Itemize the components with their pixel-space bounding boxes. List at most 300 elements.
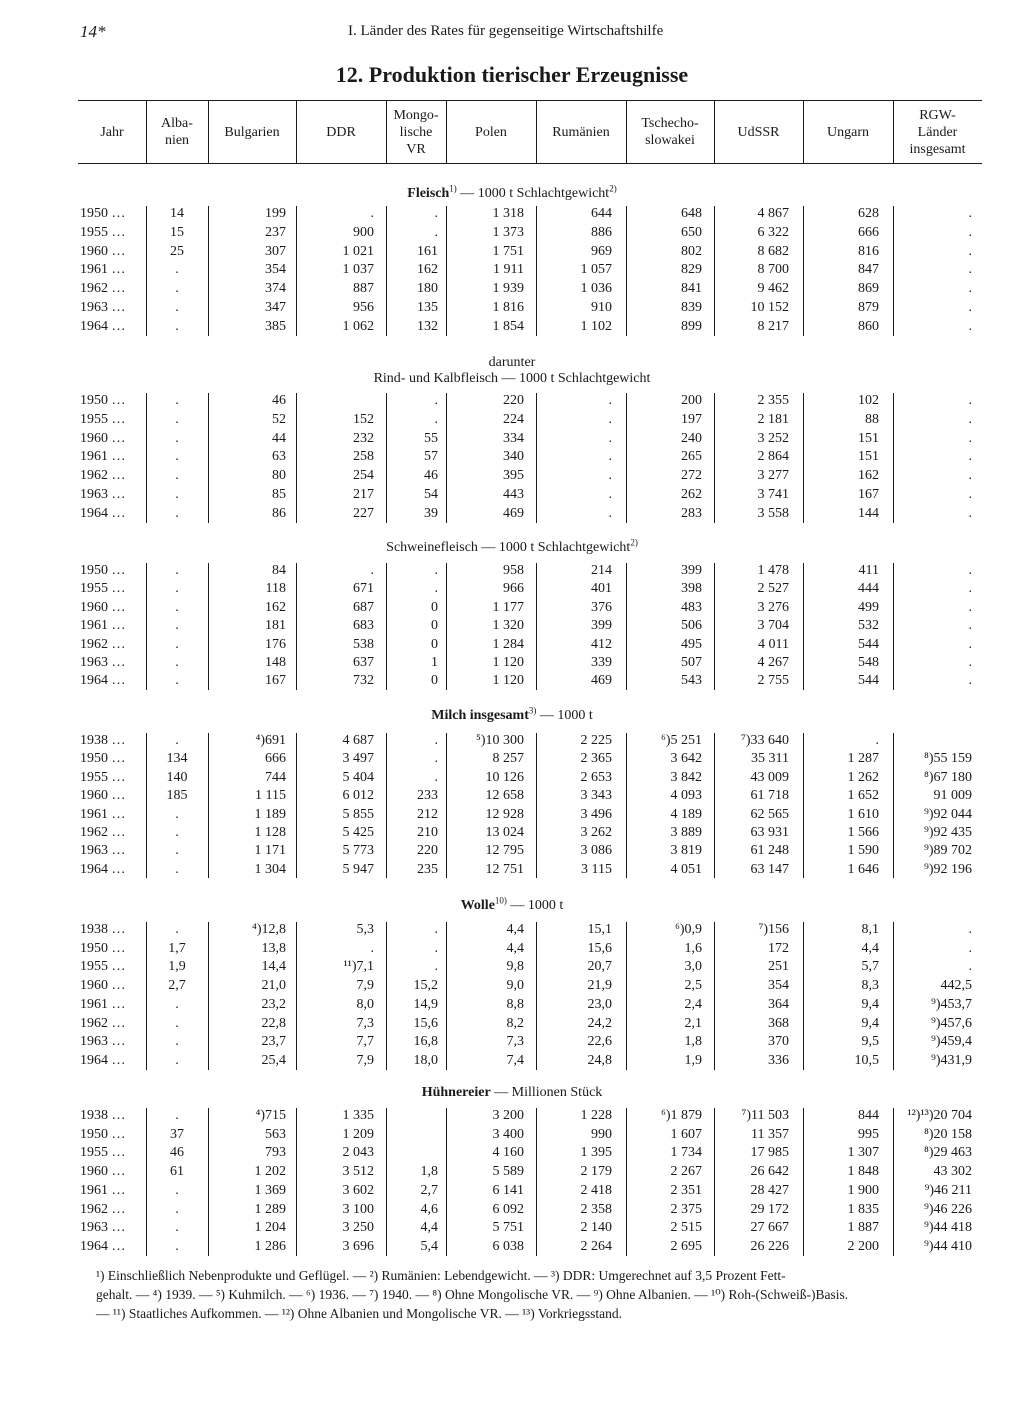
cell-tschechoslowakei: 839	[681, 300, 702, 315]
cell-ddr: 687	[353, 599, 374, 615]
footnote-line: ¹) Einschließlich Nebenprodukte und Geflügel. — ²) Rumänien: Lebendgewicht. — ³) DDR: Umgerechnet auf 3,5 Prozent Fett-	[96, 1268, 786, 1283]
cell-udssr: 26 642	[750, 1164, 789, 1180]
cell-rumaenien: 15,6	[587, 940, 612, 956]
cell-bulgarien: 162	[265, 599, 286, 615]
cell-albanien: .	[175, 505, 179, 521]
cell-albanien: 46	[170, 1145, 184, 1161]
cell-ddr: 671	[353, 581, 374, 597]
cell-polen: 966	[503, 581, 524, 597]
cell-albanien: .	[175, 843, 179, 859]
cell-mongolei: .	[434, 411, 438, 427]
cell-bulgarien: 1 128	[254, 825, 286, 840]
cell-bulgarien: 793	[265, 1145, 286, 1161]
cell-udssr: 336	[768, 1052, 789, 1068]
cell-ddr: 1 335	[342, 1108, 374, 1123]
column-divider	[626, 1108, 627, 1256]
cell-mongolei: 14,9	[413, 996, 438, 1012]
row-year: 1960 …	[80, 243, 126, 259]
cell-mongolei: .	[434, 563, 438, 578]
cell-bulgarien: 13,8	[261, 940, 286, 956]
cell-polen: 7,3	[506, 1034, 524, 1050]
column-divider	[714, 733, 715, 878]
cell-tschechoslowakei: 543	[681, 673, 702, 689]
cell-bulgarien: 167	[265, 673, 286, 689]
column-divider	[803, 563, 804, 690]
cell-rumaenien: 24,8	[587, 1052, 612, 1068]
cell-bulgarien: 23,2	[261, 996, 286, 1012]
row-year: 1955 …	[80, 769, 126, 785]
cell-mongolei: 2,7	[420, 1182, 438, 1198]
cell-udssr: 3 704	[757, 618, 789, 634]
cell-rumaenien: 399	[591, 618, 612, 634]
cell-udssr: 2 355	[757, 393, 789, 408]
cell-ungarn: 1 646	[847, 861, 879, 877]
cell-ddr: 152	[353, 411, 374, 427]
cell-rgw: ⁸)29 463	[923, 1145, 972, 1161]
cell-ddr: 7,9	[356, 978, 374, 994]
row-year: 1962 …	[80, 281, 126, 297]
cell-ungarn: 548	[858, 655, 879, 670]
cell-albanien: .	[175, 468, 179, 484]
cell-bulgarien: 14,4	[261, 959, 286, 975]
cell-ddr: 258	[353, 449, 374, 465]
column-divider	[893, 393, 894, 523]
row-year: 1964 …	[80, 1238, 126, 1254]
footnote-line: gehalt. — ⁴) 1939. — ⁵) Kuhmilch. — ⁶) 1936. — ⁷) 1940. — ⁸) Ohne Mongolische VR. — ⁹) Ohne Albanien. — ¹⁰) Roh-(Schweiß-)Basis.	[96, 1287, 849, 1302]
column-header-mongolei: Mongo- lische VR	[393, 107, 439, 157]
cell-udssr: 63 147	[750, 861, 789, 877]
footnote-line: — ¹¹) Staatliches Aufkommen. — ¹²) Ohne Albanien und Mongolische VR. — ¹³) Vorkriegsstand.	[96, 1306, 622, 1321]
cell-mongolei: 212	[417, 806, 438, 822]
cell-mongolei: 162	[417, 262, 438, 278]
cell-mongolei	[386, 1106, 438, 1125]
cell-rumaenien: 3 086	[580, 843, 612, 859]
cell-mongolei: 233	[417, 788, 438, 804]
cell-rumaenien: 910	[591, 300, 612, 315]
footnote-ref: 1)	[449, 183, 457, 194]
cell-rumaenien: .	[608, 393, 612, 408]
row-year: 1961 …	[80, 618, 126, 634]
cell-bulgarien: 80	[272, 468, 286, 484]
cell-tschechoslowakei: 399	[681, 563, 702, 578]
column-divider	[386, 101, 387, 163]
section-title-text: Schweinefleisch — 1000 t Schlachtgewicht	[386, 540, 631, 555]
cell-mongolei: 55	[424, 430, 438, 446]
cell-tschechoslowakei: 3,0	[684, 959, 702, 975]
row-year: 1955 …	[80, 411, 126, 427]
cell-mongolei: 16,8	[413, 1034, 438, 1050]
cell-albanien: .	[175, 996, 179, 1012]
cell-ddr: 1 062	[342, 318, 374, 334]
row-year: 1960 …	[80, 599, 126, 615]
cell-polen: 1 120	[492, 673, 524, 689]
cell-tschechoslowakei: 4 093	[670, 788, 702, 804]
cell-rumaenien: 2 653	[580, 769, 612, 785]
column-header-rgw: RGW- Länder insgesamt	[909, 107, 966, 157]
cell-rgw: ⁹)44 418	[923, 1220, 972, 1236]
cell-ddr: 3 250	[342, 1220, 374, 1236]
cell-polen: 8,8	[506, 996, 524, 1012]
cell-rgw: .	[968, 563, 972, 578]
cell-bulgarien: 563	[265, 1126, 286, 1142]
cell-ddr: 7,9	[356, 1052, 374, 1068]
footnote-ref: 3)	[528, 705, 537, 716]
cell-polen: 4,4	[506, 940, 524, 956]
cell-tschechoslowakei: ⁶)5 251	[660, 733, 702, 748]
cell-ungarn: 167	[858, 487, 879, 502]
cell-mongolei	[386, 1143, 438, 1162]
cell-rumaenien: 2 140	[580, 1220, 612, 1236]
column-divider	[296, 101, 297, 163]
cell-albanien: .	[175, 487, 179, 502]
cell-albanien: 14	[170, 206, 184, 221]
section-title-text: Rind- und Kalbfleisch — 1000 t Schlachtgewicht	[373, 371, 651, 386]
row-year: 1960 …	[80, 978, 126, 994]
cell-bulgarien: 1 204	[254, 1220, 286, 1236]
cell-rumaenien: 412	[591, 636, 612, 652]
cell-ddr: 5 425	[342, 825, 374, 840]
cell-mongolei: .	[434, 206, 438, 221]
cell-bulgarien: 46	[272, 393, 286, 408]
column-header-ddr: DDR	[326, 124, 356, 140]
cell-ungarn: 1 835	[847, 1201, 879, 1217]
cell-udssr: 62 565	[750, 806, 789, 822]
cell-rgw: 442,5	[940, 978, 972, 994]
cell-mongolei: 180	[417, 281, 438, 297]
cell-rumaenien: 2 179	[580, 1164, 612, 1180]
row-year: 1950 …	[80, 393, 126, 408]
cell-rumaenien: 3 343	[580, 788, 612, 804]
cell-ungarn: 1 590	[847, 843, 879, 859]
cell-polen: 1 816	[492, 300, 524, 315]
cell-ungarn: 816	[858, 243, 879, 259]
cell-ungarn: 847	[858, 262, 879, 278]
cell-ungarn: 10,5	[854, 1052, 879, 1068]
cell-polen: 1 854	[492, 318, 524, 334]
cell-tschechoslowakei: 1,9	[684, 1052, 702, 1068]
cell-udssr: 4 867	[757, 206, 789, 221]
cell-mongolei: 18,0	[413, 1052, 438, 1068]
cell-ungarn: 8,1	[861, 922, 879, 937]
cell-tschechoslowakei: 2 695	[670, 1238, 702, 1254]
cell-udssr: 368	[768, 1015, 789, 1031]
column-divider	[626, 393, 627, 523]
column-divider	[146, 206, 147, 336]
cell-ungarn: 444	[858, 581, 879, 597]
cell-ddr: 5 773	[342, 843, 374, 859]
cell-polen: 8,2	[506, 1015, 524, 1031]
cell-mongolei: 15,6	[413, 1015, 438, 1031]
cell-rgw: .	[968, 206, 972, 221]
cell-ddr: 227	[353, 505, 374, 521]
cell-albanien: .	[175, 281, 179, 297]
cell-polen: 1 318	[492, 206, 524, 221]
cell-ungarn: 102	[858, 393, 879, 408]
cell-udssr: 2 181	[757, 411, 789, 427]
cell-tschechoslowakei: ⁶)0,9	[674, 922, 702, 937]
cell-tschechoslowakei: 2 515	[670, 1220, 702, 1236]
cell-albanien: .	[175, 599, 179, 615]
column-divider	[146, 733, 147, 878]
cell-albanien: .	[175, 563, 179, 578]
cell-mongolei: .	[434, 224, 438, 240]
section-title	[0, 537, 1024, 556]
column-divider	[208, 922, 209, 1070]
cell-udssr: ⁷)33 640	[740, 733, 789, 748]
cell-mongolei: 210	[417, 825, 438, 840]
row-year: 1963 …	[80, 487, 126, 502]
column-divider	[146, 563, 147, 690]
cell-albanien: .	[175, 673, 179, 689]
cell-rumaenien: 401	[591, 581, 612, 597]
cell-tschechoslowakei: 240	[681, 430, 702, 446]
cell-rumaenien: 2 225	[580, 733, 612, 748]
cell-mongolei: 0	[431, 636, 438, 652]
cell-bulgarien: 52	[272, 411, 286, 427]
cell-mongolei: 5,4	[420, 1238, 438, 1254]
cell-tschechoslowakei: 507	[681, 655, 702, 670]
section-title	[0, 1085, 1024, 1101]
cell-bulgarien: 354	[265, 262, 286, 278]
cell-bulgarien: 23,7	[261, 1034, 286, 1050]
cell-udssr: 3 558	[757, 505, 789, 521]
cell-tschechoslowakei: 1,8	[684, 1034, 702, 1050]
cell-tschechoslowakei: 1 607	[670, 1126, 702, 1142]
cell-albanien: .	[175, 1182, 179, 1198]
cell-tschechoslowakei: 802	[681, 243, 702, 259]
cell-rgw: .	[968, 449, 972, 465]
column-divider	[536, 563, 537, 690]
cell-polen: 958	[503, 563, 524, 578]
cell-rgw: ⁹)44 410	[923, 1238, 972, 1254]
cell-rumaenien: 2 418	[580, 1182, 612, 1198]
row-year: 1961 …	[80, 262, 126, 278]
cell-mongolei: 0	[431, 673, 438, 689]
column-divider	[386, 563, 387, 690]
column-divider	[536, 101, 537, 163]
cell-mongolei: 0	[431, 599, 438, 615]
cell-udssr: ⁷)156	[758, 922, 789, 937]
column-divider	[296, 563, 297, 690]
column-divider	[208, 563, 209, 690]
row-year: 1962 …	[80, 1201, 126, 1217]
column-header-polen: Polen	[475, 124, 507, 140]
cell-polen: 7,4	[506, 1052, 524, 1068]
cell-polen: 1 939	[492, 281, 524, 297]
cell-ddr: 1 021	[342, 243, 374, 259]
cell-bulgarien: 85	[272, 487, 286, 502]
cell-udssr: 364	[768, 996, 789, 1012]
cell-albanien: .	[175, 1220, 179, 1236]
cell-bulgarien: 1 304	[254, 861, 286, 877]
row-year: 1955 …	[80, 959, 126, 975]
cell-ungarn: 1 566	[847, 825, 879, 840]
column-divider	[803, 393, 804, 523]
cell-rumaenien: 886	[591, 224, 612, 240]
column-divider	[208, 206, 209, 336]
cell-udssr: 17 985	[750, 1145, 789, 1161]
section-title	[0, 371, 1024, 387]
cell-rgw: .	[968, 655, 972, 670]
cell-udssr: 10 152	[750, 300, 789, 315]
cell-mongolei: 135	[417, 300, 438, 315]
cell-udssr: 9 462	[757, 281, 789, 297]
cell-rumaenien: .	[608, 430, 612, 446]
cell-rumaenien: .	[608, 505, 612, 521]
cell-polen: 469	[503, 505, 524, 521]
column-divider	[893, 922, 894, 1070]
cell-udssr: 3 276	[757, 599, 789, 615]
row-year: 1964 …	[80, 318, 126, 334]
cell-polen: 5 589	[492, 1164, 524, 1180]
column-divider	[296, 206, 297, 336]
cell-ungarn: 1 262	[847, 769, 879, 785]
column-header-jahr: Jahr	[100, 124, 124, 140]
column-divider	[208, 101, 209, 163]
cell-udssr: ⁷)11 503	[741, 1108, 789, 1123]
cell-tschechoslowakei: 2 351	[670, 1182, 702, 1198]
column-divider	[893, 563, 894, 690]
section-title-text: Hühnereier	[421, 1085, 491, 1100]
cell-bulgarien: 86	[272, 505, 286, 521]
cell-albanien: .	[175, 393, 179, 408]
row-year: 1964 …	[80, 505, 126, 521]
cell-bulgarien: 1 171	[254, 843, 286, 859]
cell-udssr: 3 741	[757, 487, 789, 502]
cell-bulgarien: ⁴)715	[255, 1108, 286, 1123]
cell-polen: 12 928	[485, 806, 524, 822]
cell-rgw: .	[968, 618, 972, 634]
cell-ddr: 1 209	[342, 1126, 374, 1142]
cell-tschechoslowakei: 3 889	[670, 825, 702, 840]
cell-mongolei: 0	[431, 618, 438, 634]
column-divider	[446, 1108, 447, 1256]
row-year: 1955 …	[80, 224, 126, 240]
cell-rumaenien: 3 115	[581, 861, 612, 877]
cell-polen: 443	[503, 487, 524, 502]
cell-polen: 1 320	[492, 618, 524, 634]
cell-rgw: ¹²)¹³)20 704	[907, 1108, 972, 1123]
cell-tschechoslowakei: 3 642	[670, 751, 702, 767]
column-divider	[296, 733, 297, 878]
cell-ungarn: 144	[858, 505, 879, 521]
cell-rgw: ⁹)46 226	[923, 1201, 972, 1217]
row-year: 1962 …	[80, 468, 126, 484]
cell-rumaenien: 15,1	[587, 922, 612, 937]
row-year: 1963 …	[80, 1034, 126, 1050]
cell-udssr: 251	[768, 959, 789, 975]
cell-rumaenien: 22,6	[587, 1034, 612, 1050]
column-divider	[714, 922, 715, 1070]
cell-tschechoslowakei: 2,4	[684, 996, 702, 1012]
cell-rgw: ⁹)431,9	[930, 1052, 972, 1068]
column-divider	[208, 393, 209, 523]
cell-ungarn: 1 900	[847, 1182, 879, 1198]
cell-bulgarien: 148	[265, 655, 286, 670]
cell-polen: 3 400	[492, 1126, 524, 1142]
section-subtitle: darunter	[488, 355, 536, 370]
cell-tschechoslowakei: 648	[681, 206, 702, 221]
column-divider	[803, 1108, 804, 1256]
cell-udssr: 43 009	[750, 769, 789, 785]
cell-mongolei: .	[434, 393, 438, 408]
cell-rgw: .	[968, 599, 972, 615]
cell-mongolei: 132	[417, 318, 438, 334]
column-header-bulgarien: Bulgarien	[224, 124, 280, 140]
cell-rumaenien: 214	[591, 563, 612, 578]
cell-ddr: 1 037	[342, 262, 374, 278]
column-divider	[386, 922, 387, 1070]
cell-mongolei: 57	[424, 449, 438, 465]
row-year: 1961 …	[80, 806, 126, 822]
column-divider	[626, 733, 627, 878]
cell-tschechoslowakei: 3 819	[670, 843, 702, 859]
cell-rgw: .	[968, 281, 972, 297]
cell-rgw: ⁹)453,7	[930, 996, 972, 1012]
cell-bulgarien: 1 289	[254, 1201, 286, 1217]
cell-ungarn: 1 610	[847, 806, 879, 822]
column-divider	[296, 922, 297, 1070]
cell-udssr: 61 248	[750, 843, 789, 859]
cell-polen: 6 038	[492, 1238, 524, 1254]
row-year: 1961 …	[80, 996, 126, 1012]
section-title-text: Wolle	[460, 898, 495, 913]
cell-bulgarien: 181	[265, 618, 286, 634]
row-year: 1960 …	[80, 1164, 126, 1180]
cell-albanien: 185	[166, 788, 188, 804]
cell-polen: 8 257	[492, 751, 524, 767]
row-year: 1963 …	[80, 300, 126, 315]
column-divider	[803, 733, 804, 878]
cell-albanien: 1,9	[168, 959, 186, 975]
cell-ddr: 900	[353, 224, 374, 240]
cell-udssr: 27 667	[750, 1220, 789, 1236]
section-title-text: Fleisch	[407, 186, 450, 201]
cell-rgw: .	[968, 300, 972, 315]
cell-mongolei: 1	[431, 655, 438, 670]
cell-rumaenien: 2 264	[580, 1238, 612, 1254]
cell-rumaenien: 3 496	[580, 806, 612, 822]
row-year: 1963 …	[80, 1220, 126, 1236]
cell-albanien: .	[175, 655, 179, 670]
cell-tschechoslowakei: 4 189	[670, 806, 702, 822]
column-divider	[146, 1108, 147, 1256]
cell-mongolei: 4,6	[420, 1201, 438, 1217]
cell-mongolei: .	[434, 922, 438, 937]
cell-tschechoslowakei: 650	[681, 224, 702, 240]
cell-rumaenien: 1 057	[580, 262, 612, 278]
cell-polen: 224	[503, 411, 524, 427]
cell-polen: 9,8	[506, 959, 524, 975]
column-divider	[146, 393, 147, 523]
cell-mongolei: .	[434, 581, 438, 597]
cell-rgw: ⁹)459,4	[930, 1034, 972, 1050]
cell-ddr: 217	[353, 487, 374, 502]
cell-bulgarien: 1 369	[254, 1182, 286, 1198]
cell-polen: 12 751	[485, 861, 524, 877]
cell-udssr: 11 357	[751, 1126, 789, 1142]
cell-tschechoslowakei: 272	[681, 468, 702, 484]
cell-rumaenien: 2 365	[580, 751, 612, 767]
cell-tschechoslowakei: 1,6	[684, 940, 702, 956]
section-title-text: Milch insgesamt	[431, 708, 529, 723]
cell-rumaenien: 23,0	[587, 996, 612, 1012]
cell-rgw	[893, 731, 972, 750]
column-divider	[714, 1108, 715, 1256]
cell-ungarn: 995	[858, 1126, 879, 1142]
row-year: 1960 …	[80, 788, 126, 804]
cell-tschechoslowakei: 2,5	[684, 978, 702, 994]
